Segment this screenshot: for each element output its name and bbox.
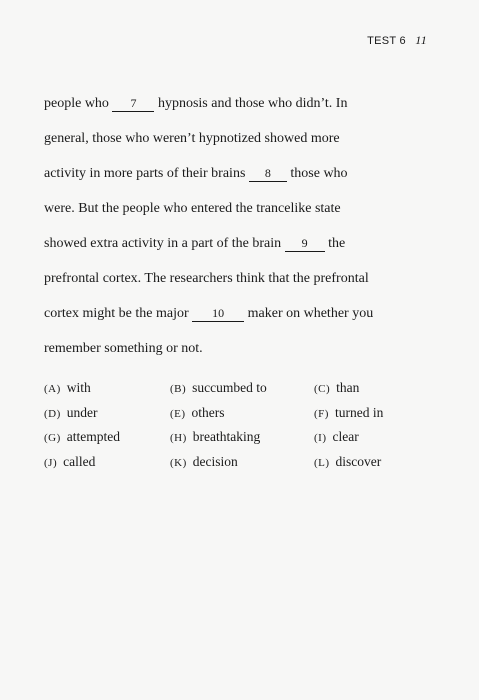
passage-line-7 [44, 296, 444, 331]
option-letter: (G) [44, 432, 61, 444]
option-letter: (F) [314, 407, 329, 420]
option-word: with [66, 380, 91, 395]
line-text: those who [286, 166, 348, 181]
option-word: discover [335, 453, 382, 469]
line-text: maker on whether you [244, 306, 374, 321]
options-row [44, 450, 404, 475]
option-letter: (K) [170, 456, 187, 469]
option-e[interactable] [170, 401, 314, 427]
option-word: clear [332, 429, 359, 444]
option-letter: (H) [170, 432, 187, 444]
page-number: 11 [415, 33, 427, 47]
line-text: cortex might be the major [44, 306, 193, 321]
option-l[interactable] [314, 450, 404, 476]
page-header [367, 33, 427, 48]
option-a[interactable] [44, 376, 170, 402]
blank-10[interactable]: 10 [192, 307, 244, 322]
passage-line-4: were. But the people who entered the trancelike state [44, 201, 341, 216]
passage-line-1 [44, 86, 444, 121]
option-letter: (E) [170, 407, 186, 420]
option-letter: (B) [170, 383, 187, 395]
option-letter: (A) [44, 383, 61, 395]
option-c[interactable] [314, 376, 404, 402]
blank-9[interactable]: 9 [285, 237, 325, 252]
passage-line-6: prefrontal cortex. The researchers think that the prefrontal [44, 271, 369, 286]
option-letter: (C) [314, 383, 331, 395]
cloze-passage [44, 86, 444, 366]
option-word: breathtaking [192, 429, 261, 444]
option-g[interactable] [44, 425, 170, 451]
options-row [44, 376, 404, 401]
option-word: attempted [66, 429, 121, 444]
option-letter: (L) [314, 456, 330, 469]
blank-7[interactable]: 7 [112, 97, 154, 112]
line-text: activity in more parts of their brains [44, 166, 249, 181]
options-row [44, 425, 404, 450]
option-word: called [63, 453, 96, 469]
blank-8[interactable]: 8 [249, 167, 287, 182]
line-text: showed extra activity in a part of the brain [44, 236, 285, 251]
option-word: others [191, 404, 225, 420]
passage-line-3 [44, 156, 444, 191]
option-k[interactable] [170, 450, 314, 476]
option-d[interactable] [44, 401, 170, 427]
passage-line-5 [44, 226, 444, 261]
line-text: people who [44, 96, 113, 111]
option-b[interactable] [170, 376, 314, 402]
line-text: hypnosis and those who didn’t. In [154, 96, 348, 111]
line-text: the [324, 236, 346, 251]
options-row [44, 401, 404, 426]
test-label: TEST 6 [367, 35, 406, 47]
option-word: under [66, 404, 98, 420]
option-word: decision [192, 453, 238, 469]
option-h[interactable] [170, 425, 314, 451]
option-f[interactable] [314, 401, 404, 427]
answer-options [44, 376, 404, 474]
passage-line-8: remember something or not. [44, 341, 203, 356]
option-letter: (D) [44, 407, 61, 420]
option-i[interactable] [314, 425, 404, 451]
option-word: succumbed to [192, 380, 267, 395]
option-letter: (J) [44, 456, 58, 469]
option-j[interactable] [44, 450, 170, 476]
passage-line-2: general, those who weren’t hypnotized showed more [44, 131, 340, 146]
option-word: turned in [334, 404, 384, 420]
option-word: than [336, 380, 360, 395]
option-letter: (I) [314, 432, 327, 444]
